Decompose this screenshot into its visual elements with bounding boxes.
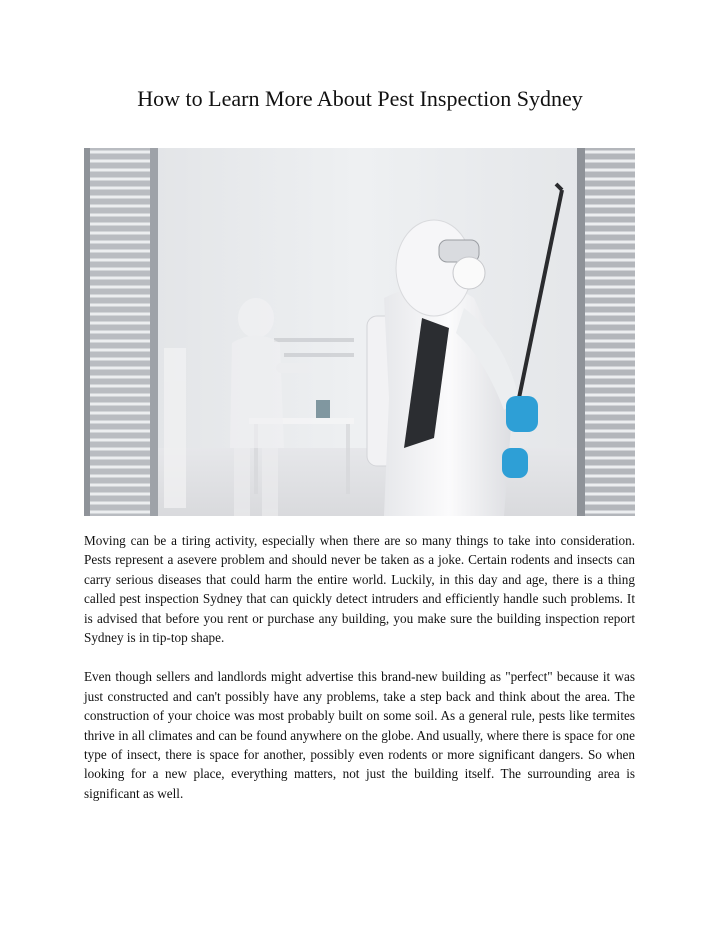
page-title: How to Learn More About Pest Inspection Sydney <box>137 86 583 111</box>
paragraph-2: Even though sellers and landlords might advertise this brand-new building as "perfect" because it was just constructed and can't possibly have any problems, take a step back and think about the area. The construction of your choice was most probably built on some soil. As a general rule, pests like termites thrive in all climates and can be found anywhere on the globe. And usually, where there is space for one type of insect, there is space for another, possibly even rodents or more significant dangers. So when looking for a new place, everything matters, not just the building itself. The surrounding area is significant as well. <box>84 669 635 801</box>
left-window-blinds <box>84 148 158 516</box>
article-body <box>84 531 635 823</box>
right-window-blinds <box>577 148 635 516</box>
pest-inspection-photo <box>84 148 635 516</box>
paragraph-1: Moving can be a tiring activity, especially when there are so many things to take into consideration. Pests represent a asevere problem and should never be taken as a joke. Certain rodents and insects can carry serious diseases that could harm the entire world. Luckily, in this day and age, there is a thing called pest inspection Sydney that can quickly detect intruders and efficiently handle such problems. It is advised that before you rent or purchase any building, you make sure the building inspection report Sydney is in tip-top shape. <box>84 533 635 646</box>
